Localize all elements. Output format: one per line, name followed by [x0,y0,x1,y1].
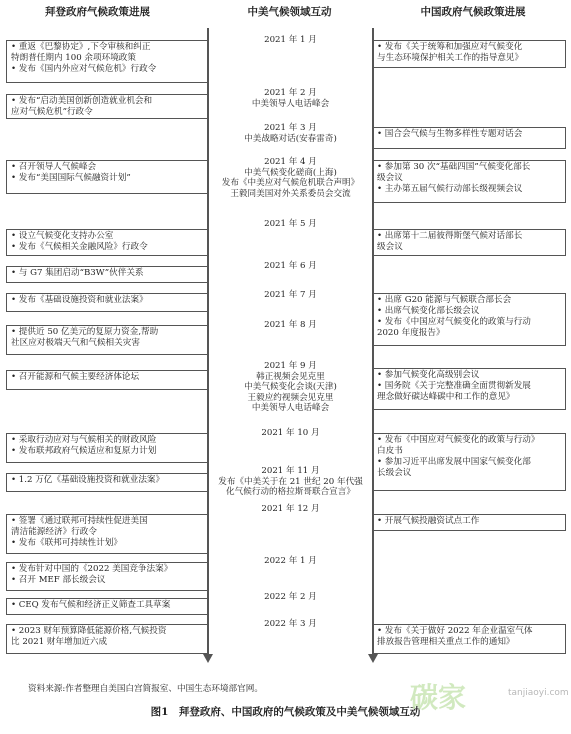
china-policy-event [374,127,566,149]
event-text-line: • 发布联邦政府气候适应和复原力计划 [11,446,157,456]
left-axis-arrow-icon [203,654,213,663]
event-text-line: 理念做好碳达峰碳中和工作的意见》 [377,392,515,402]
event-text-line: • 重返《巴黎协定》,下令审核和纠正 [11,42,151,52]
center-timeline-entry [209,261,372,272]
event-text-line: 2021 年 9 月 [264,361,317,371]
event-text-line: 中美领导人电话峰会 [251,98,330,109]
event-text-line: 中美战略对话(安春雷奇) [244,133,337,144]
event-text-line: • 国合会气候与生物多样性专题对话会 [377,129,523,139]
china-policy-event [374,368,566,410]
event-text-line: 长级会议 [377,468,412,478]
us-policy-event [6,598,207,615]
event-text-line: 发布《中美关于在 21 世纪 20 年代强 [218,476,363,487]
event-text-line: • 主办第五届气候行动部长级视频会议 [377,184,523,194]
event-text-line: • CEQ 发布气候和经济正义筛查工具草案 [11,600,171,610]
center-timeline-entry [209,361,372,414]
us-policy-event [6,229,207,256]
event-text-line: 清洁能源经济》行政令 [11,527,97,537]
center-timeline-entry [209,592,372,603]
china-policy-event [374,433,566,491]
china-policy-event [374,514,566,531]
event-text-line: 特朗普任期内 100 余项环境政策 [11,53,136,63]
event-text-line: 中美领导人电话峰会 [251,403,330,413]
event-text-line: • 发布《中国应对气候变化的政策与行动》 [377,435,540,445]
event-text-line: • 参加习近平出席发展中国家气候变化部 [377,457,531,467]
center-timeline-entry [209,504,372,515]
event-text-line: 2021 年 2 月 [264,88,317,98]
event-text-line: • 提供近 50 亿美元的复原力资金,帮助 [11,327,159,337]
event-text-line: 2021 年 12 月 [261,504,320,514]
center-timeline-entry [209,619,372,630]
event-text-line: 2021 年 4 月 [264,157,317,167]
event-text-line: • 召开能源和气候主要经济体论坛 [11,372,140,382]
us-policy-event [6,433,207,463]
center-timeline-entry [209,290,372,301]
us-policy-event [6,624,207,654]
event-text-line: • 参加第 30 次“基础四国”气候变化部长 [377,162,531,172]
event-text-line: • 发布《国内外应对气候危机》行政令 [11,64,157,74]
right-axis-arrow-icon [368,654,378,663]
china-policy-event [374,40,566,68]
event-text-line: 发布《中美应对气候危机联合声明》 [221,178,360,188]
center-timeline-entry [209,157,372,199]
watermark-logo: 碳家 [410,681,467,714]
event-text-line: • 发布《联邦可持续性计划》 [11,538,122,548]
watermark-url: tanjiaoyi.com [508,688,569,698]
event-text-line: • 发布《基础设施投资和就业法案》 [11,295,148,305]
us-policy-event [6,514,207,554]
center-timeline-entry [209,556,372,567]
event-text-line: • 出席 G20 能源与气候联合部长会 [377,295,512,305]
right-column-header: 中国政府气候政策进展 [420,6,526,18]
event-text-line: • 与 G7 集团启动“B3W”伙伴关系 [11,268,144,278]
event-text-line: • 发布“启动美国创新创造就业机会和 [11,96,153,106]
event-text-line: • 发布《关于做好 2022 年企业温室气体 [377,626,533,636]
us-policy-event [6,325,207,355]
us-policy-event [6,293,207,312]
event-text-line: 级会议 [377,242,403,252]
event-text-line: 韩正视频会见克里 [256,371,325,382]
center-column-header: 中美气候领域互动 [247,6,332,18]
center-timeline-entry [209,35,372,46]
us-policy-event [6,94,207,119]
center-timeline-entry [209,428,372,439]
us-policy-event [6,40,207,83]
event-text-line: 2021 年 10 月 [261,428,320,438]
event-text-line: 白皮书 [377,446,403,456]
event-text-line: 2021 年 3 月 [264,123,317,133]
figure-caption: 图1 拜登政府、中国政府的气候政策及中美气候领域互动 [150,706,421,718]
event-text-line: • 采取行动应对与气候相关的财政风险 [11,435,157,445]
china-policy-event [374,293,566,346]
event-text-line: 中美气候变化会谈(天津) [244,382,337,392]
event-text-line: • 出席第十二届彼得斯堡气候对话部长 [377,231,523,241]
event-text-line: • 开展气候投融资试点工作 [377,516,480,526]
event-text-line: 化气候行动的格拉斯哥联合宣言》 [226,487,355,497]
event-text-line: • 参加气候变化高级别会议 [377,370,480,380]
event-text-line: • 出席气候变化部长级会议 [377,306,480,316]
event-text-line: 2022 年 2 月 [264,592,317,602]
event-text-line: 与生态环境保护相关工作的指导意见》 [377,53,524,63]
event-text-line: 应对气候危机”行政令 [11,107,93,117]
us-policy-event [6,370,207,390]
event-text-line: • 签署《通过联邦可持续性促进美国 [11,516,148,526]
source-note: 资料来源:作者整理自美国白宫简报室、中国生态环境部官网。 [28,684,263,694]
event-text-line: 排放报告管理相关重点工作的通知》 [377,637,515,647]
center-timeline-entry [209,219,372,230]
event-text-line: • 国务院《关于完整准确全面贯彻新发展 [377,381,531,391]
event-text-line: • 发布《中国应对气候变化的政策与行动 [377,317,531,327]
center-timeline-entry [209,320,372,331]
event-text-line: • 召开领导人气候峰会 [11,162,97,172]
us-policy-event [6,160,207,194]
event-text-line: 2021 年 6 月 [264,261,317,271]
event-text-line: • 发布针对中国的《2022 美国竞争法案》 [11,564,173,574]
event-text-line: 王毅同美国对外关系委员会交流 [230,188,351,199]
event-text-line: 2021 年 8 月 [264,320,317,330]
event-text-line: • 2023 财年预算降低能源价格,气候投资 [11,626,167,636]
center-timeline-entry [209,88,372,109]
center-timeline-entry [209,466,372,498]
event-text-line: • 发布《关于统筹和加强应对气候变化 [377,42,523,52]
left-column-header: 拜登政府气候政策进展 [45,6,150,18]
center-timeline-entry [209,123,372,144]
us-policy-event [6,562,207,591]
us-policy-event [6,266,207,283]
event-text-line: 社区应对极端天气和气候相关灾害 [11,338,140,348]
china-policy-event [374,160,566,203]
event-text-line: • 设立气候变化支持办公室 [11,231,114,241]
event-text-line: • 召开 MEF 部长级会议 [11,575,106,585]
event-text-line: 级会议 [377,173,403,183]
event-text-line: 2021 年 5 月 [264,219,317,229]
event-text-line: 中美气候变化磋商(上海) [244,167,337,178]
event-text-line: • 发布《气候相关金融风险》行政令 [11,242,148,252]
event-text-line: 王毅应约视频会见克里 [247,392,334,403]
event-text-line: 2021 年 7 月 [264,290,317,300]
event-text-line: 2022 年 3 月 [264,619,317,629]
event-text-line: • 发布“美国国际气候融资计划” [11,173,131,183]
event-text-line: 2021 年 1 月 [264,35,317,45]
event-text-line: • 1.2 万亿《基础设施投资和就业法案》 [11,475,165,485]
china-policy-event [374,624,566,654]
china-policy-event [374,229,566,256]
event-text-line: 比 2021 财年增加近六成 [11,637,108,647]
event-text-line: 2022 年 1 月 [264,556,317,566]
event-text-line: 2020 年度报告》 [377,328,445,338]
event-text-line: 2021 年 11 月 [261,466,320,476]
us-policy-event [6,473,207,492]
